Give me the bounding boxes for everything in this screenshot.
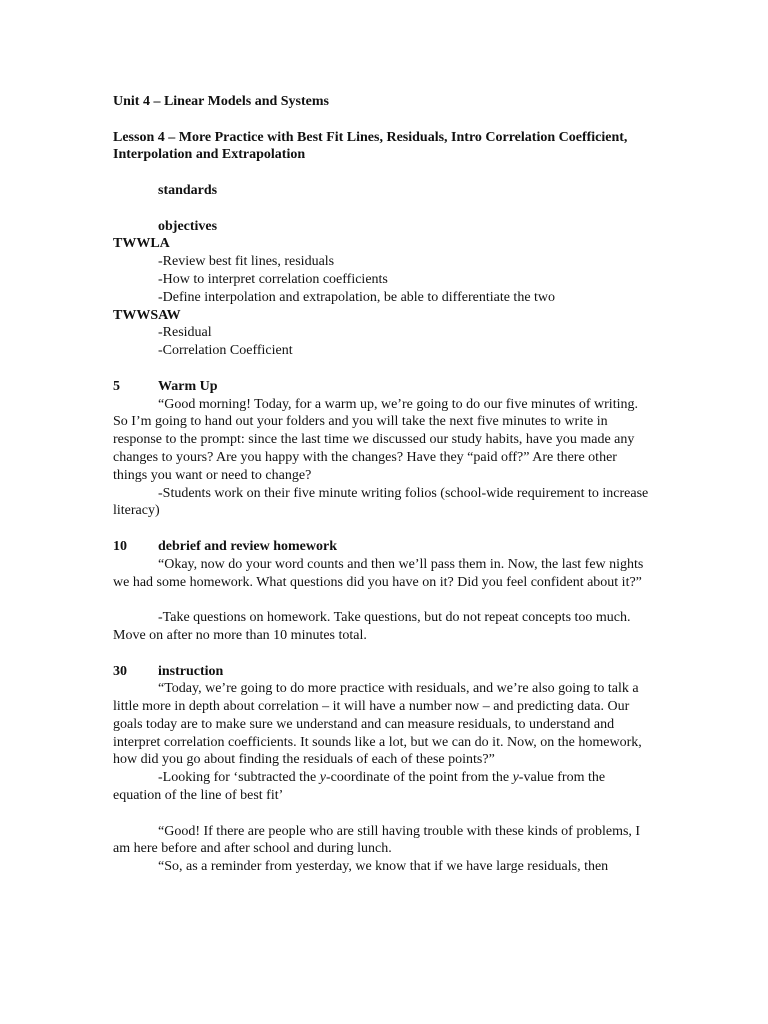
- section-title: debrief and review homework: [158, 538, 337, 554]
- instruction-quote: “Today, we’re going to do more practice with residuals, and we’re also going to talk a little more in depth about correlation – it will have a number now – and predicting data. Our goals today are to make sure we understand and can measure residuals, to understand and interpret correlation coefficients. It sounds like a lot, but we can do it. Now, on the homework, how did you go about finding the residuals of each of these points?”: [113, 681, 642, 768]
- twwsaw-item: -Residual: [158, 325, 212, 341]
- section-heading-warmup: [113, 378, 653, 396]
- section-title: Warm Up: [158, 378, 218, 394]
- instruction-looking-for: -Looking for ‘subtracted the y-coordinate of the point from the y-value from the equation of the line of best fit’: [113, 770, 606, 804]
- debrief-quote: “Okay, now do your word counts and then we’ll pass them in. Now, the last few nights we had some homework. What questions did you have on it? Did you feel confident about it?”: [113, 556, 644, 590]
- section-minutes: 30: [113, 663, 127, 679]
- twwla-item: -Define interpolation and extrapolation, be able to differentiate the two: [158, 289, 556, 305]
- warmup-note: -Students work on their five minute writing folios (school-wide requirement to increase literacy): [113, 485, 649, 519]
- section-title: instruction: [158, 663, 224, 679]
- lesson-plan: [113, 93, 653, 876]
- twwla-item: -Review best fit lines, residuals: [158, 254, 335, 270]
- lesson-title: Lesson 4 – More Practice with Best Fit Lines, Residuals, Intro Correlation Coefficient, Interpolation and Extrapolation: [113, 129, 628, 163]
- objectives-heading: objectives: [158, 218, 218, 234]
- section-heading-instruction: [113, 663, 653, 681]
- twwla-item: -How to interpret correlation coefficients: [158, 271, 388, 287]
- instruction-good: “Good! If there are people who are still having trouble with these kinds of problems, I am here before and after school and during lunch.: [113, 823, 641, 857]
- debrief-note: -Take questions on homework. Take questions, but do not repeat concepts too much. Move on after no more than 10 minutes total.: [113, 610, 631, 643]
- twwla-heading: TWWLA: [113, 236, 170, 252]
- section-heading-debrief: [113, 538, 653, 556]
- twwsaw-heading: TWWSAW: [113, 307, 181, 323]
- section-minutes: 5: [113, 378, 120, 394]
- standards-heading: standards: [158, 182, 218, 198]
- unit-title: Unit 4 – Linear Models and Systems: [113, 94, 329, 109]
- twwsaw-item: -Correlation Coefficient: [158, 343, 293, 359]
- section-minutes: 10: [113, 538, 127, 554]
- instruction-reminder: “So, as a reminder from yesterday, we know that if we have large residuals, then: [158, 859, 609, 875]
- warmup-quote: “Good morning! Today, for a warm up, we’re going to do our five minutes of writing. So I’m going to hand out your folders and you will take the next five minutes to write in response to the prompt: since the last time we discussed our study habits, have you made any changes to yours? Are you happy with the changes? Have they “paid off?” Are there other things you want or need to change?: [113, 396, 638, 483]
